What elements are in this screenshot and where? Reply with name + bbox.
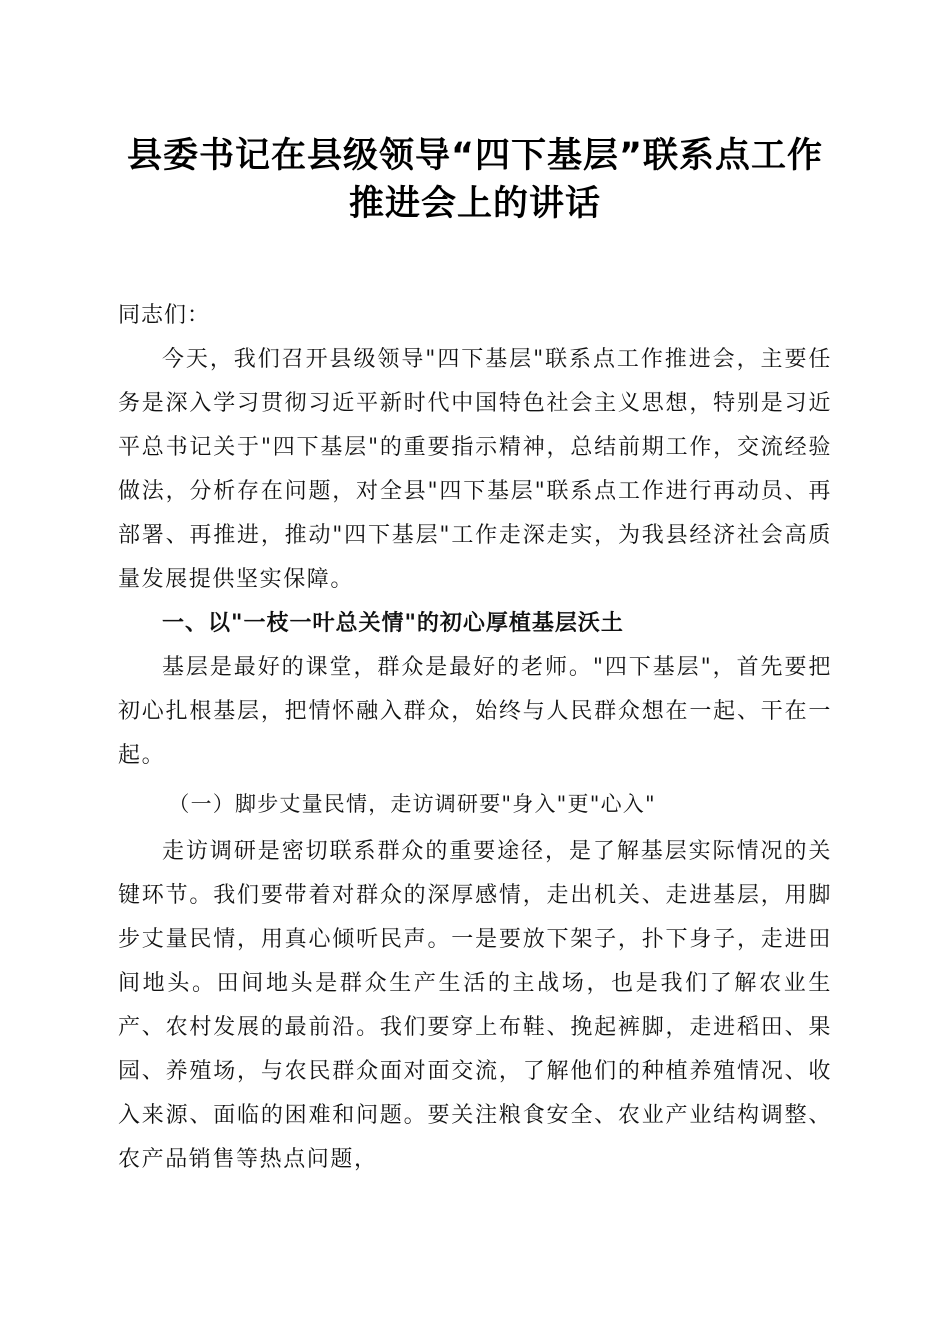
section-heading-1: 一、以"一枝一叶总关情"的初心厚植基层沃土	[162, 611, 624, 636]
title-line-2: 推进会上的讲话	[348, 184, 601, 224]
subsection-1-paragraph: 走访调研是密切联系群众的重要途径，是了解基层实际情况的关键环节。我们要带着对群众的深厚感情，走出机关、走进基层，用脚步丈量民情，用真心倾听民声。一是要放下架子，扑下身子，走进田间地头。田间地头是群众生产生活的主战场，也是我们了解农业生产、农村发展的最前沿。我们要穿上布鞋、挽起裤脚，走进稻田、果园、养殖场，与农民群众面对面交流，了解他们的种植养殖情况、收入来源、面临的困难和问题。要关注粮食安全、农业产业结构调整、农产品销售等热点问题，	[118, 839, 832, 1172]
subsection-heading-1: （一）脚步丈量民情，走访调研要"身入"更"心入"	[168, 792, 656, 816]
title-line-1: 县委书记在县级领导“四下基层”联系点工作	[126, 136, 823, 176]
intro-paragraph: 今天，我们召开县级领导"四下基层"联系点工作推进会，主要任务是深入学习贯彻习近平新时代中国特色社会主义思想，特别是习近平总书记关于"四下基层"的重要指示精神，总结前期工作，交流经验做法，分析存在问题，对全县"四下基层"联系点工作进行再动员、再部署、再推进，推动"四下基层"工作走深走实，为我县经济社会高质量发展提供坚实保障。	[118, 347, 832, 592]
document-title	[118, 132, 832, 228]
section-1-paragraph: 基层是最好的课堂，群众是最好的老师。"四下基层"，首先要把初心扎根基层，把情怀融入群众，始终与人民群众想在一起、干在一起。	[118, 655, 832, 768]
salutation: 同志们：	[118, 303, 211, 328]
